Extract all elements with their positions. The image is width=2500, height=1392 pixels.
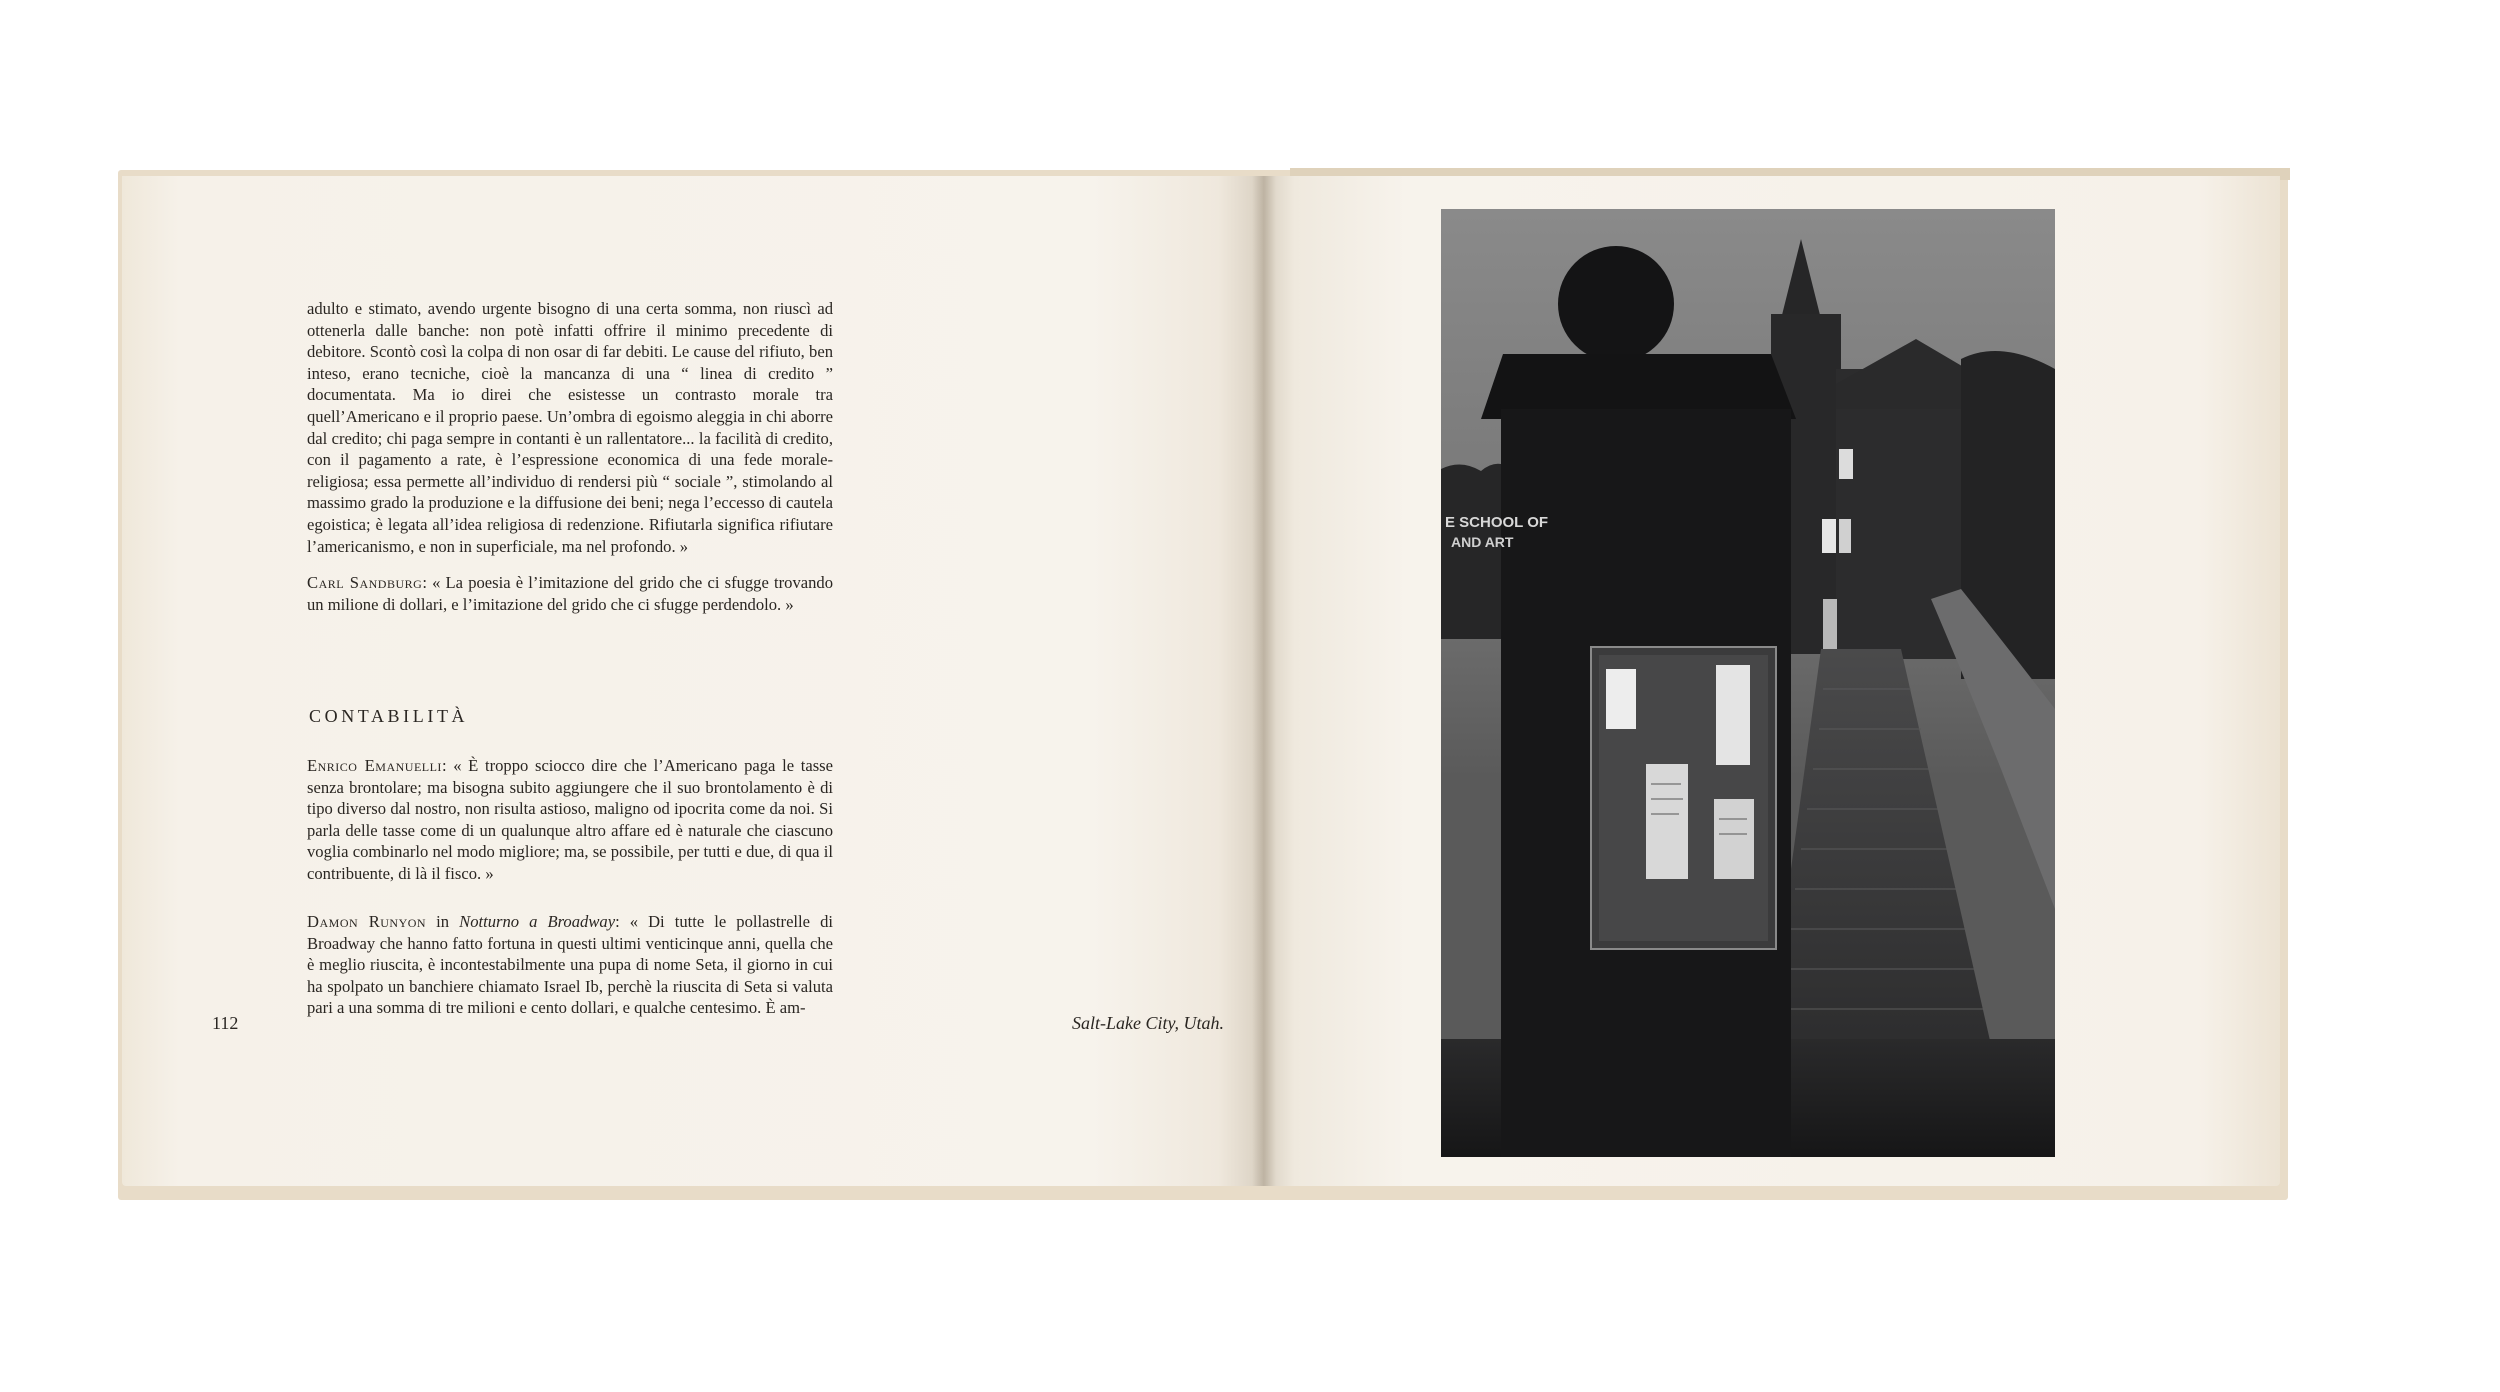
book-gutter	[1252, 176, 1276, 1186]
quote-text-sandburg: : « La poesia è l’imitazione del grido che ci sfugge trovando un milione di dollari, e l’imitazione del grido che ci sfugge perdendolo. »	[307, 573, 833, 614]
quote-text-emanuelli: : « È troppo sciocco dire che l’Americano paga le tasse senza brontolare; ma bisogna subito aggiungere che il suo brontolamento è di tipo diverso dal nostro, non risulta astioso, maligno od ipocrita come da noi. Si parla delle tasse come di un qualunque altro affare ed è naturale che ciascuno voglia combinarlo nel modo migliore; ma, se possibile, per tutti e due, di qua il contribuente, di là il fisco. »	[307, 756, 833, 883]
quote-speaker-emanuelli: Enrico Emanuelli	[307, 756, 442, 775]
photo-caption: Salt-Lake City, Utah.	[1072, 1013, 1224, 1033]
page-number: 112	[212, 1013, 239, 1033]
quote-emanuelli	[307, 755, 833, 885]
quote-speaker-runyon: Damon Runyon	[307, 912, 427, 931]
quote-speaker-sandburg: Carl Sandburg	[307, 573, 423, 593]
quote-runyon	[307, 911, 833, 1019]
photograph	[1441, 209, 2055, 1157]
body-text-paragraph-1	[307, 298, 833, 630]
quote-work-title: Notturno a Broadway	[459, 912, 616, 931]
quote-connector: in	[426, 912, 460, 931]
photo-sign-line-1: E SCHOOL OF	[1445, 514, 1549, 531]
quote-text-runyon: : « Di tutte le pollastrelle di Broadway che hanno fatto fortuna in questi ultimi venticinque anni, quella che è meglio riuscita, è incontestabilmente una pupa di nome Seta, il giorno in cui ha spolpato un banchiere chiamato Israel Ib, perchè la riuscita di Seta si valuta pari a una somma di tre milioni e cento dollari, e qualche centesimo. È am-	[307, 912, 833, 1018]
section-heading: CONTABILITÀ	[309, 706, 469, 726]
photo-sign-line-2: AND ART	[1451, 534, 1514, 550]
paragraph-text: adulto e stimato, avendo urgente bisogno di una certa somma, non riuscì ad ottenerla dalle banche: non potè infatti offrire il minimo precedente di debitore. Scontò così la colpa di non osar di far debiti. Le cause del rifiuto, ben inteso, erano tecniche, cioè la mancanza di una “ linea di credito ” documentata. Ma io direi che esistesse un contrasto morale tra quell’Americano e il proprio paese. Un’ombra di egoismo aleggia in chi aborre dal credito; chi paga sempre in contanti è un rallentatore... la facilità di credito, con il pagamento a rate, è l’espressione economica di una fede morale-religiosa; essa permette all’individuo di rendersi più “ sociale ”, stimolando al massimo grado la produzione e la diffusione dei beni; nega l’eccesso di cautela egoistica; è legata all’idea religiosa di redenzione. Rifiutarla significa rifiutare l’americanismo, e non in superficiale, ma nel profondo. »	[307, 299, 833, 556]
